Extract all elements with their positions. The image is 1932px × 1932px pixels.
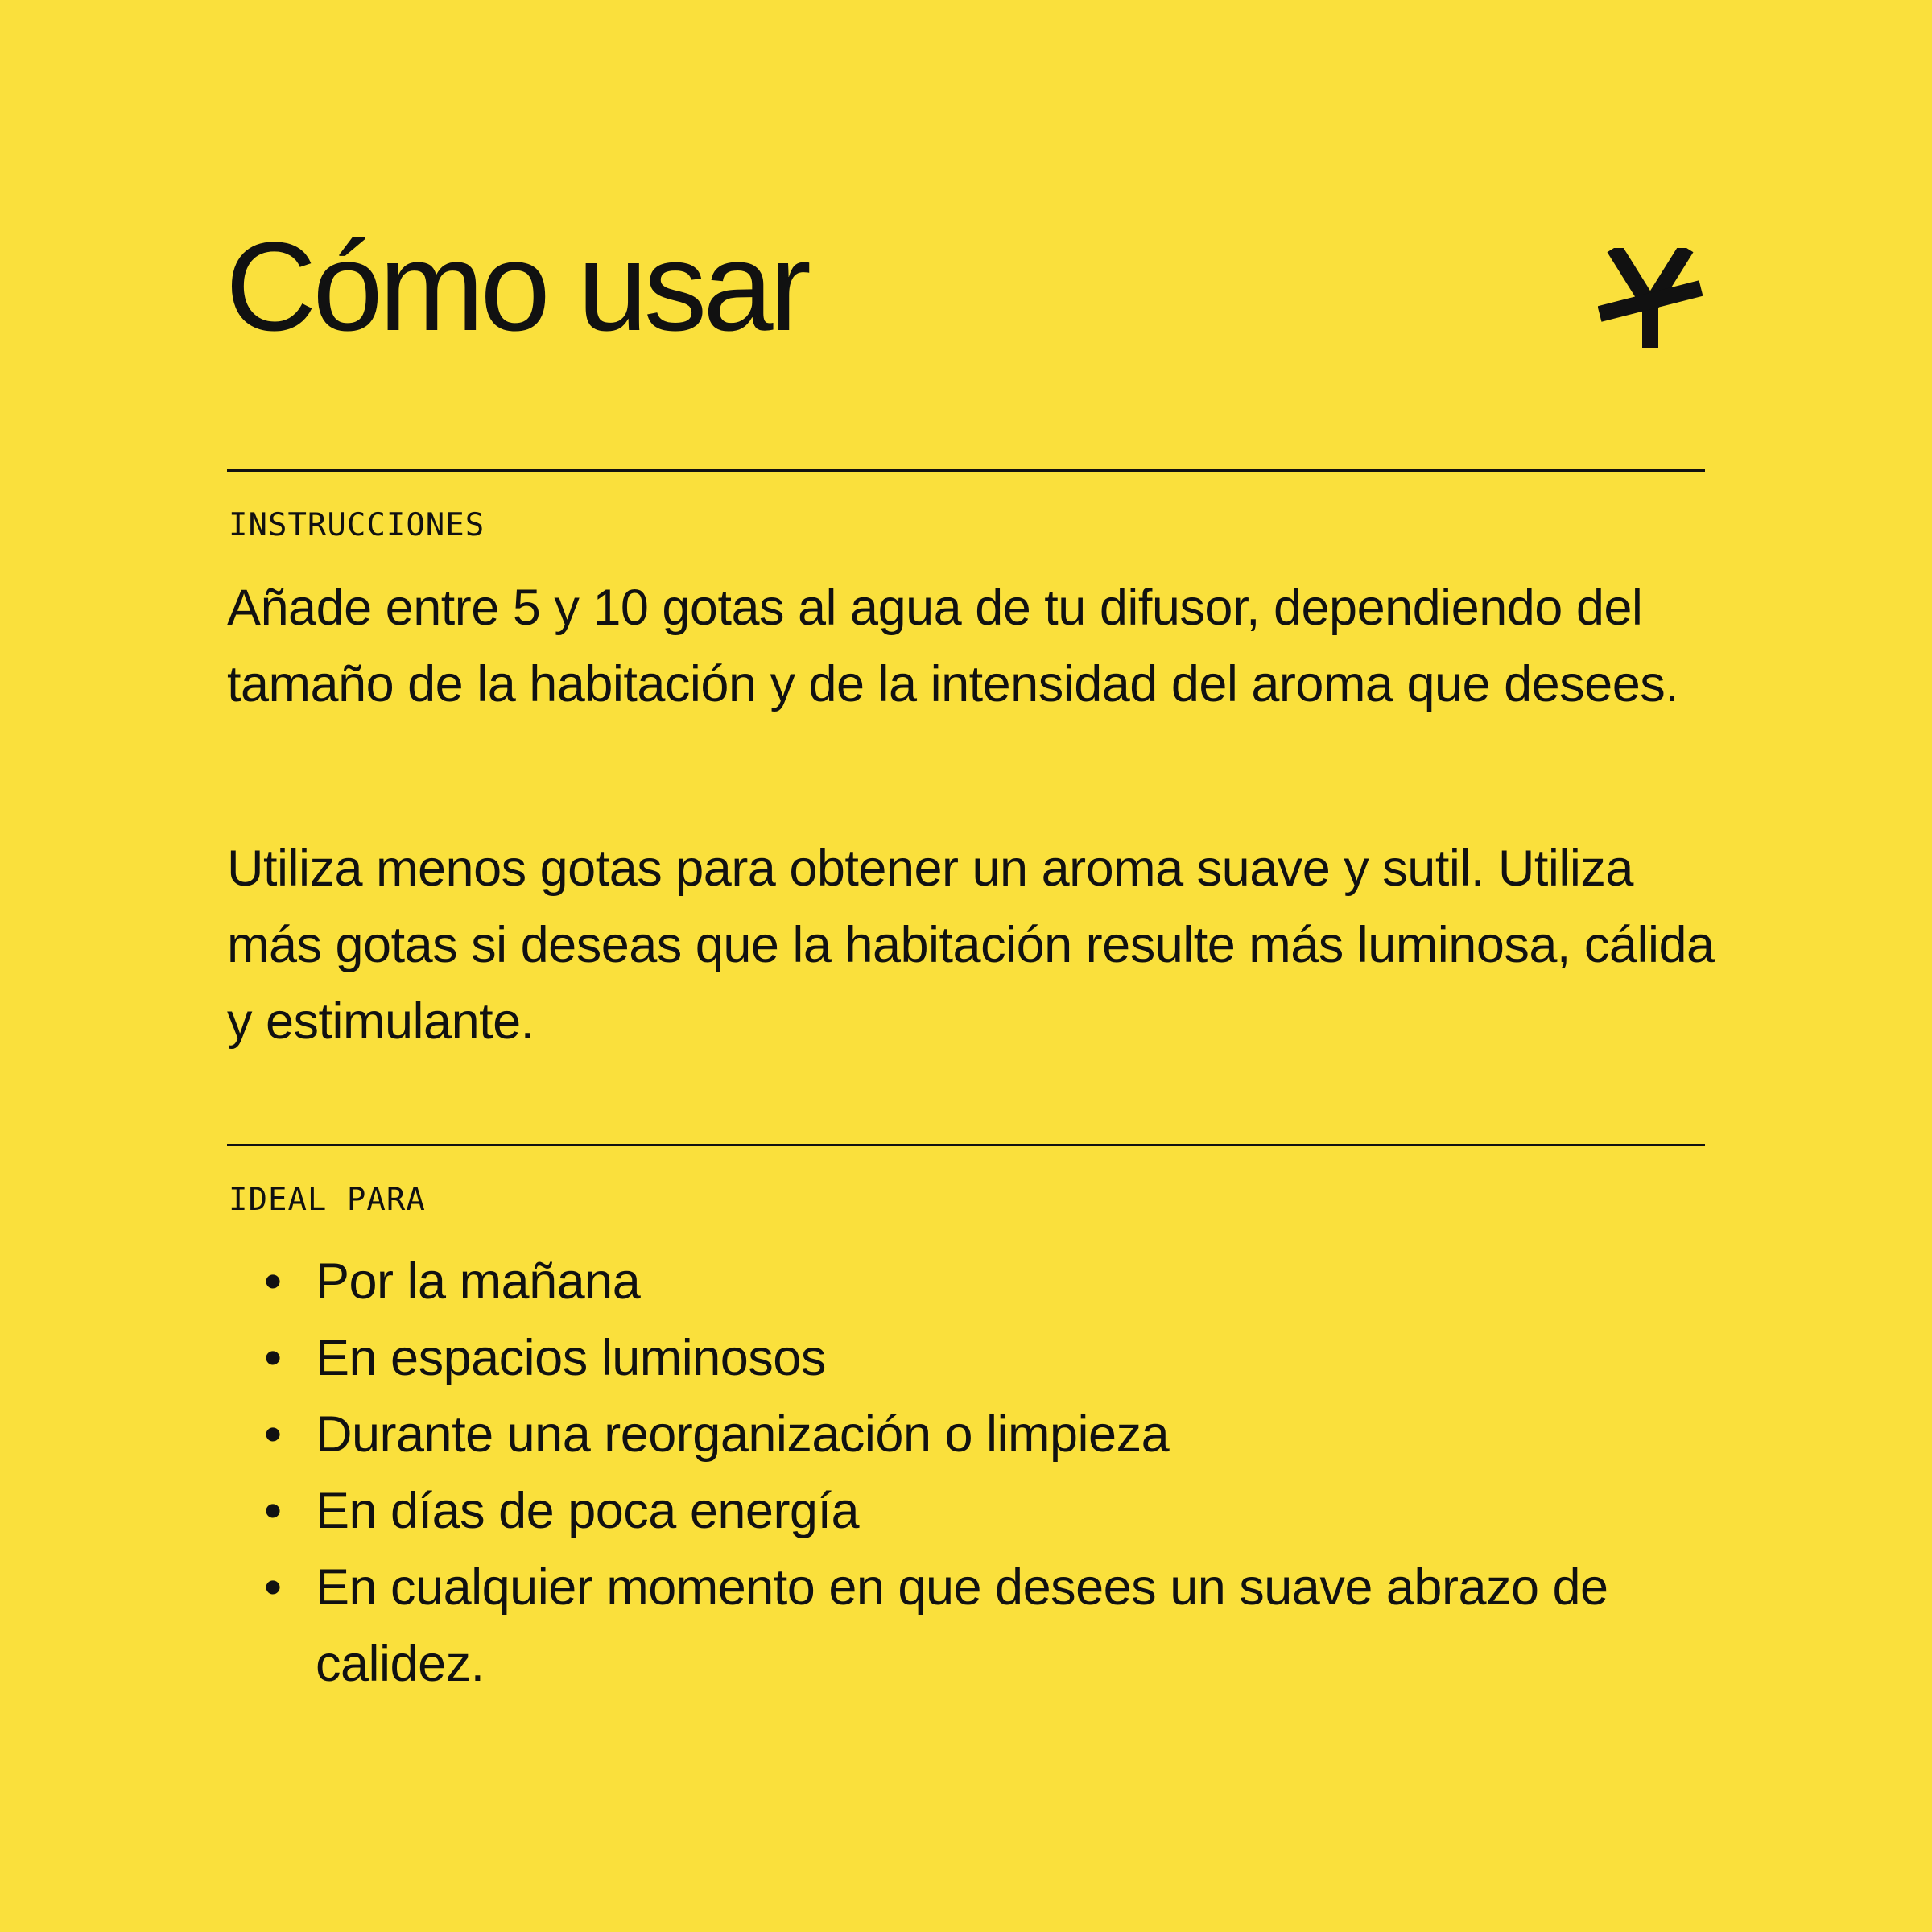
list-item — [227, 1473, 1740, 1550]
bullet-icon: • — [264, 1559, 282, 1616]
list-item-text: En días de poca energía — [316, 1483, 860, 1539]
divider — [227, 469, 1705, 472]
list-item — [227, 1550, 1740, 1703]
list-item-text: En espacios luminosos — [316, 1330, 826, 1386]
bullet-icon: • — [264, 1330, 282, 1386]
section-label-instrucciones: INSTRUCCIONES — [229, 507, 485, 543]
list-item — [227, 1320, 1740, 1397]
instructions-paragraph: Utiliza menos gotas para obtener un aroma suave y sutil. Utiliza más gotas si deseas que la habitación resulte más luminosa, cálida y estimulante. — [227, 840, 1715, 1050]
list-item — [227, 1397, 1740, 1473]
asterisk-logo-icon — [1598, 248, 1703, 353]
ideal-for-list — [227, 1244, 1740, 1703]
list-item-text: En cualquier momento en que desees un suave abrazo de calidez. — [316, 1559, 1608, 1692]
list-item-text: Durante una reorganización o limpieza — [316, 1406, 1170, 1463]
instructions-paragraph: Añade entre 5 y 10 gotas al agua de tu difusor, dependiendo del tamaño de la habitación y de la intensidad del aroma que desees. — [227, 580, 1679, 712]
list-item — [227, 1244, 1740, 1320]
bullet-icon: • — [264, 1483, 282, 1539]
divider — [227, 1144, 1705, 1146]
list-item-text: Por la mañana — [316, 1253, 641, 1310]
bullet-icon: • — [264, 1406, 282, 1463]
section-label-ideal-para: IDEAL PARA — [229, 1182, 426, 1218]
page-title: Cómo usar — [225, 217, 807, 357]
bullet-icon: • — [264, 1253, 282, 1310]
